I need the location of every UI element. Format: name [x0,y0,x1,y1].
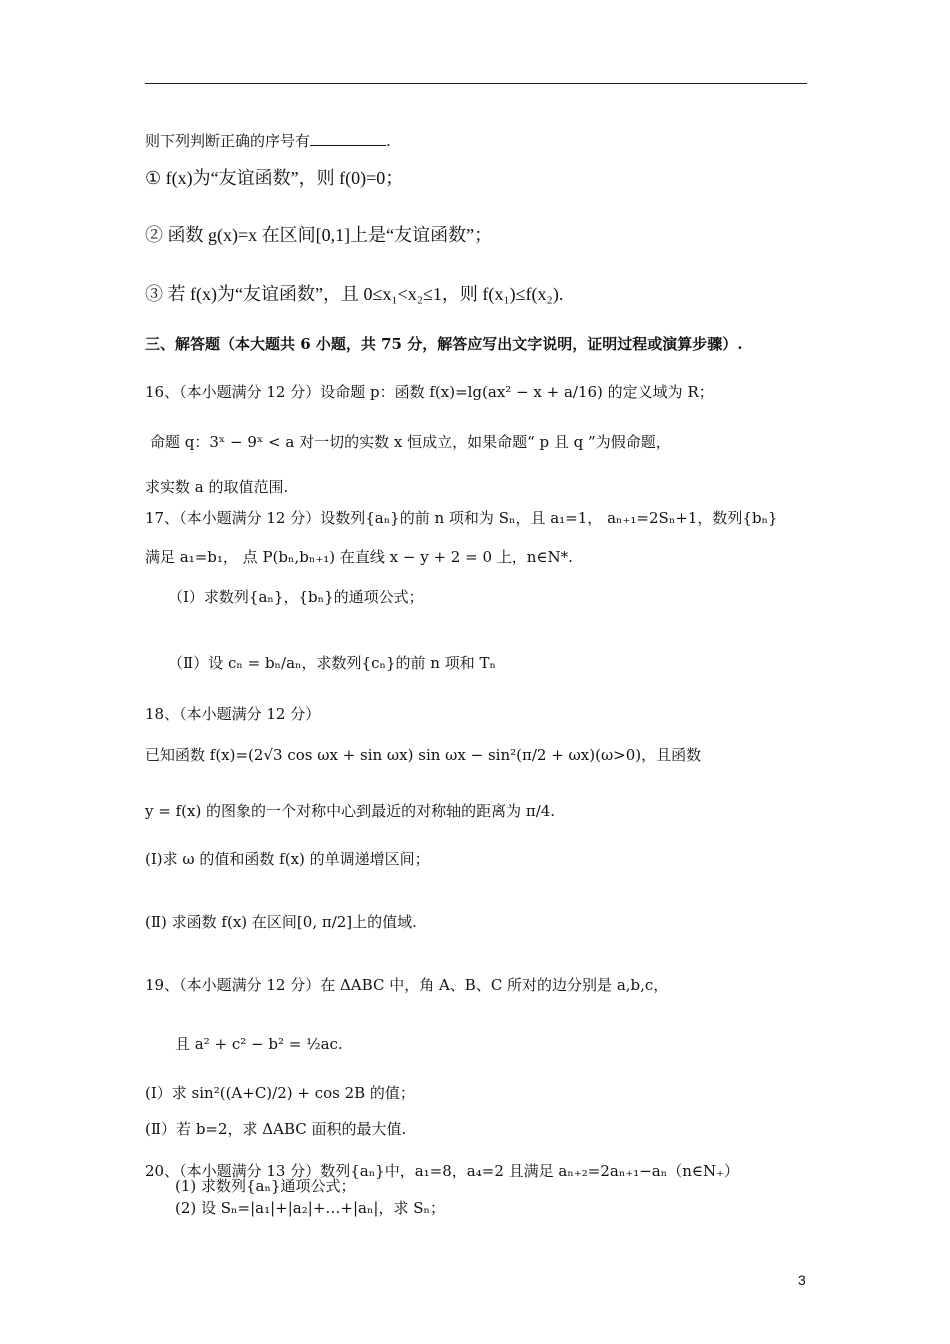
q20-part-2: (2) 设 Sₙ=|a₁|+|a₂|+…+|aₙ|，求 Sₙ； [175,1199,446,1217]
q18-part-1: (Ⅰ)求 ω 的值和函数 f(x) 的单调递增区间； [145,850,430,868]
page-number: 3 [798,1272,806,1288]
q17-line-1: 17、（本小题满分 12 分）设数列{aₙ}的前 n 项和为 Sₙ，且 a₁=1， aₙ₊₁=2Sₙ+1，数列{bₙ} [145,509,778,527]
q16-line-2: 命题 q：3ˣ − 9ˣ < a 对一切的实数 x 恒成立，如果命题“ p 且 q ”为假命题， [150,433,671,451]
q17-part-2: （Ⅱ）设 cₙ = bₙ/aₙ，求数列{cₙ}的前 n 项和 Tₙ [168,654,496,672]
item-1: ① f(x)为“友谊函数”，则 f(0)=0； [145,168,404,188]
item-2: ② 函数 g(x)=x 在区间[0,1]上是“友谊函数”； [145,225,493,245]
header-rule [145,83,807,84]
q20-part-1: (1) 求数列{aₙ}通项公式； [175,1177,356,1195]
q20-line-1: 20、（本小题满分 13 分）数列{aₙ}中，a₁=8，a₄=2 且满足 aₙ₊₂=2aₙ₊₁−aₙ（n∈N₊） [145,1162,740,1180]
answer-blank [310,131,386,146]
section-heading: 三、解答题（本大题共 6 小题，共 75 分，解答应写出文字说明，证明过程或演算步骤）. [145,335,743,353]
q17-part-1: （Ⅰ）求数列{aₙ}，{bₙ}的通项公式； [168,588,424,606]
q18-header: 18、（本小题满分 12 分） [145,705,321,723]
q18-line-2: y = f(x) 的图象的一个对称中心到最近的对称轴的距离为 π/4. [145,802,556,820]
q19-part-2: (Ⅱ）若 b=2，求 ΔABC 面积的最大值. [145,1120,407,1138]
question-15-prompt: 则下列判断正确的序号有 . [145,132,391,150]
q19-line-2: 且 a² + c² − b² = ½ac. [175,1035,343,1053]
q16-line-3: 求实数 a 的取值范围. [145,478,289,496]
q19-line-1: 19、（本小题满分 12 分）在 ΔABC 中，角 A、B、C 所对的边分别是 a,b,c， [145,976,669,994]
q16-line-1: 16、（本小题满分 12 分）设命题 p：函数 f(x)=lg(ax² − x + a/16) 的定义域为 R； [145,383,714,401]
q18-part-2: (Ⅱ) 求函数 f(x) 在区间[0, π/2]上的值域. [145,913,417,931]
q19-part-1: (Ⅰ）求 sin²((A+C)/2) + cos 2B 的值； [145,1084,415,1102]
item-3: ③ 若 f(x)为“友谊函数”，且 0≤x₁<x₂≤1，则 f(x₁)≤f(x₂). [145,284,564,304]
q17-line-2: 满足 a₁=b₁， 点 P(bₙ,bₙ₊₁) 在直线 x − y + 2 = 0 上，n∈N*. [145,548,573,566]
q18-line-1: 已知函数 f(x)=(2√3 cos ωx + sin ωx) sin ωx − sin²(π/2 + ωx)(ω>0)，且函数 [145,746,702,764]
